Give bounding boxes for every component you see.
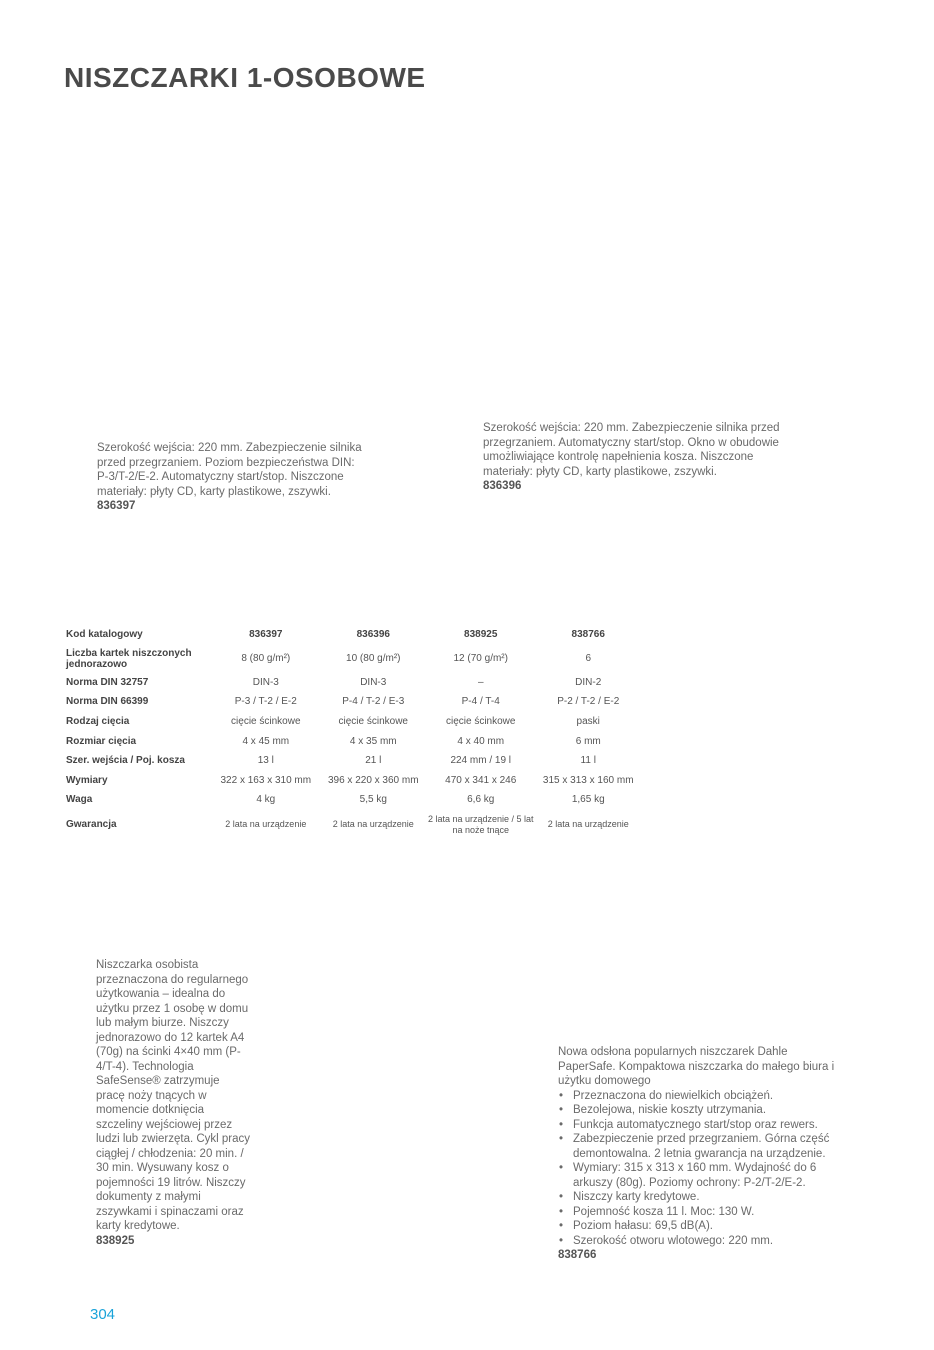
cell-value: cięcie ścinkowe [231, 716, 301, 728]
description-intro: Nowa odsłona popularnych niszczarek Dahle PaperSafe. Kompaktowa niszczarka do małego biura i użytku domowego [558, 1046, 835, 1087]
table-row [62, 692, 642, 712]
cell-value: 6 mm [575, 735, 601, 747]
row-label: Rodzaj cięcia [66, 716, 130, 728]
cell-value: cięcie ścinkowe [338, 716, 408, 728]
cell-value: 2 lata na urządzenie [547, 819, 629, 830]
cell-value: 315 x 313 x 160 mm [542, 774, 634, 786]
cell-value: DIN-2 [575, 676, 602, 688]
cell-value: DIN-3 [360, 676, 387, 688]
list-item: • Przeznaczona do niewielkich obciążeń. [558, 1089, 838, 1104]
cell-value: 6 [585, 653, 592, 665]
table-row [62, 751, 642, 771]
list-item: • Funkcja automatycznego start/stop oraz rewers. [558, 1118, 838, 1133]
list-item: • Wymiary: 315 x 313 x 160 mm. Wydajność do 6 arkuszy (80g). Poziomy ochrony: P-2/T-2/E-2. [558, 1161, 838, 1190]
list-item: • Bezolejowa, niskie koszty utrzymania. [558, 1103, 838, 1118]
column-code: 838766 [571, 629, 605, 641]
cell-value: DIN-3 [252, 676, 279, 688]
list-item: • Niszczy karty kredytowe. [558, 1190, 838, 1205]
product-code: 838925 [96, 1234, 135, 1247]
table-row [62, 810, 642, 840]
cell-value: 6,6 kg [467, 794, 495, 806]
cell-value: 1,65 kg [571, 794, 605, 806]
cell-value: P-3 / T-2 / E-2 [234, 696, 297, 708]
cell-value: 2 lata na urządzenie [225, 819, 307, 830]
list-item: • Szerokość otworu wlotowego: 220 mm. [558, 1234, 838, 1249]
product-code: 836396 [483, 480, 522, 492]
row-label: Norma DIN 66399 [66, 696, 149, 708]
cell-value: P-2 / T-2 / E-2 [557, 696, 620, 708]
page-title: NISZCZARKI 1-OSOBOWE [64, 62, 426, 93]
table-row [62, 712, 642, 732]
row-label: Szer. wejścia / Poj. kosza [66, 755, 185, 767]
cell-value: 11 l [580, 755, 596, 767]
product-description-838925 [96, 958, 251, 1248]
feature-list [558, 1089, 838, 1249]
cell-value: 322 x 163 x 310 mm [220, 774, 312, 786]
table-header-row [62, 625, 642, 645]
cell-value: cięcie ścinkowe [445, 716, 516, 728]
cell-value: 12 (70 g/m²) [453, 653, 508, 665]
column-code: 836397 [249, 629, 283, 641]
cell-value: 470 x 341 x 246 [445, 774, 517, 786]
cell-value: P-4 / T-2 / E-3 [342, 696, 405, 708]
cell-value: 2 lata na urządzenie [332, 819, 414, 830]
description-text: Szerokość wejścia: 220 mm. Zabezpieczenie silnika przed przegrzaniem. Automatyczny start/stop. Okno w obudowie umożliwiające kontrolę napełnienia kosza. Niszczone materiały: płyty CD, karty plastikowe, zszywki. [483, 422, 780, 478]
cell-value: 4 x 45 mm [242, 735, 290, 747]
description-text: Szerokość wejścia: 220 mm. Zabezpieczenie silnika przed przegrzaniem. Poziom bezpieczeństwa DIN: P-3/T-2/E-2. Automatyczny start/stop. Niszczone materiały: płyty CD, karty plastikowe, zszywki. [97, 442, 362, 498]
cell-value: 2 lata na urządzenie / 5 lat na noże tnące [427, 813, 534, 835]
list-item: • Poziom hałasu: 69,5 dB(A). [558, 1219, 838, 1234]
spec-table [62, 625, 642, 840]
row-label: Kod katalogowy [66, 629, 143, 641]
product-description-836396 [483, 421, 783, 494]
product-description-838766 [558, 1045, 838, 1263]
cell-value: 21 l [365, 755, 382, 767]
product-code: 838766 [558, 1249, 597, 1261]
cell-value: 4 kg [256, 794, 276, 806]
table-row [62, 771, 642, 791]
cell-value: 5,5 kg [359, 794, 387, 806]
table-row [62, 731, 642, 751]
row-label: Norma DIN 32757 [66, 676, 149, 688]
cell-value: 8 (80 g/m²) [241, 653, 291, 665]
cell-value: 10 (80 g/m²) [346, 653, 401, 665]
column-code: 836396 [356, 629, 390, 641]
column-code: 838925 [464, 629, 498, 641]
cell-value: paski [576, 716, 600, 728]
cell-value: 224 mm / 19 l [450, 755, 512, 767]
list-item: • Zabezpieczenie przed przegrzaniem. Górna część demontowalna. 2 letnia gwarancja na urządzenie. [558, 1132, 838, 1161]
description-text: Niszczarka osobista przeznaczona do regularnego użytkowania – idealna do użytku przez 1 osobę w domu lub małym biurze. Niszczy jednorazowo do 12 kartek A4 (70g) na ścinki 4×40 mm (P-4/T-4). Technologia SafeSense® zatrzymuje pracę noży tnących w momencie dotknięcia szczeliny wejściowej przez ludzi lub zwierzęta. Cykl pracy ciągłej / chłodzenia: 20 min. / 30 min. Wysuwany kosz o pojemności 19 litrów. Niszczy dokumenty z małymi zszywkami i spinaczami oraz karty kredytowe. [96, 959, 251, 1232]
list-item: • Pojemność kosza 11 l. Moc: 130 W. [558, 1205, 838, 1220]
page-number: 304 [90, 1306, 116, 1323]
product-description-836397 [97, 441, 362, 514]
row-label: Rozmiar cięcia [66, 735, 137, 747]
cell-value: 13 l [257, 755, 274, 767]
cell-value: – [477, 676, 484, 688]
row-label: Gwarancja [66, 819, 117, 831]
table-row [62, 673, 642, 693]
cell-value: 396 x 220 x 360 mm [327, 774, 419, 786]
cell-value: 4 x 40 mm [457, 735, 505, 747]
cell-value: 4 x 35 mm [349, 735, 397, 747]
row-label: Wymiary [66, 774, 108, 786]
table-row [62, 645, 642, 673]
product-code: 836397 [97, 500, 136, 512]
cell-value: P-4 / T-4 [461, 696, 500, 708]
row-label: Liczba kartek niszczonych jednorazowo [66, 647, 192, 670]
row-label: Waga [66, 794, 93, 806]
table-row [62, 790, 642, 810]
